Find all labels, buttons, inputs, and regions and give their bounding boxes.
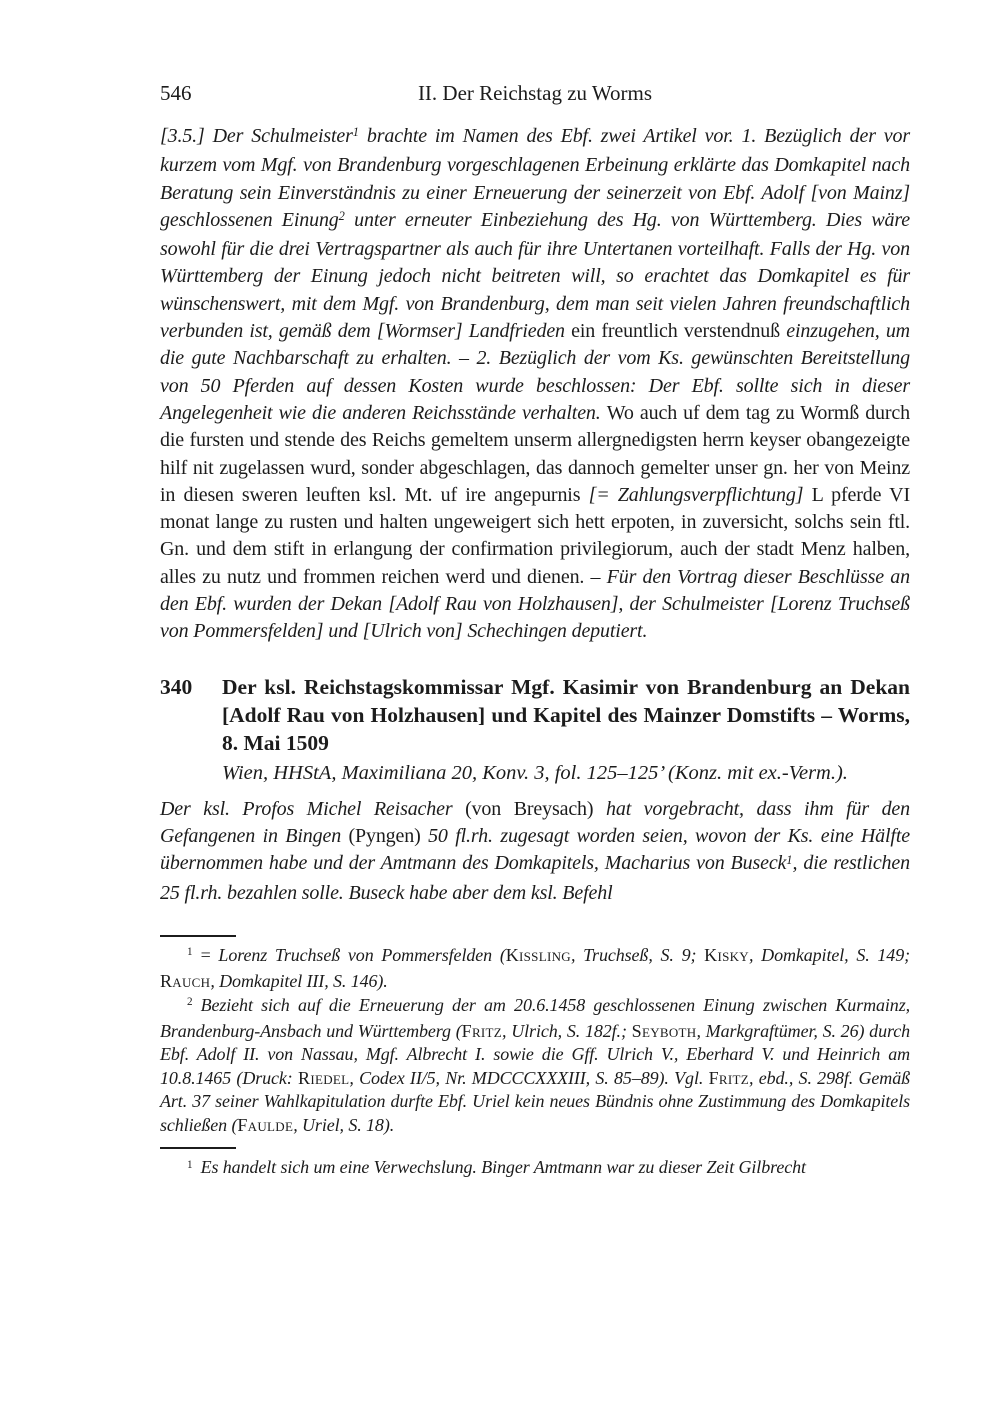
page-number: 546 <box>160 81 192 105</box>
footnote-rule <box>160 935 236 937</box>
page-header <box>160 80 910 107</box>
text-segment: unter erneuter Einbeziehung des Hg. von Württemberg. Dies wäre sowohl für die drei Vertragspartner als auch für ihre Untertanen vorteilhaft. Falls der Hg. von Württemberg der Einung jedoch nicht beitreten will, so erachtet das Domkapitel es für wünschenswert, mit dem Mgf. von Brandenburg, dem man seit vielen Jahren freundschaftlich verbunden ist, gemäß dem [Wormser] Landfrieden <box>160 208 910 343</box>
text-segment: , Domkapitel III, S. 146). <box>210 971 388 992</box>
document-number: 340 <box>160 674 193 699</box>
footnote-block-2 <box>160 1147 910 1182</box>
running-title: II. Der Reichstag zu Worms <box>417 81 653 105</box>
text-segment: brachte im Namen des Ebf. zwei Artikel vor. 1. Bezüglich der vor kurzem vom Mgf. von Brandenburg vorgeschlagenen Erbeinung erklärte das Domkapitel nach Beratung sein Einverständnis zu einer Erneuerung der seinerzeit von Ebf. Adolf [von Mainz] geschlossenen Einung <box>160 125 910 231</box>
text-segment: [3.5.] Der Schulmeister <box>160 125 353 147</box>
footnote-text <box>201 1157 806 1177</box>
text-segment: L pferde VI monat lange zu rusten und halten ungeweigert sich hett erpoten, in zuversicht, solchs sein ftl. Gn. und dem stift in erlangung der confirmation privilegiorum, auch der stadt Menz halben, alles zu nutz und frommen reichen werd und dienen. <box>160 483 910 588</box>
text-segment: Fritz <box>461 1021 503 1042</box>
document-title-line-1: Der ksl. Reichstagskommissar Mgf. Kasimir von Brandenburg an Dekan <box>222 674 910 699</box>
text-segment: 1 <box>786 852 793 867</box>
text-segment: , die restlichen 25 fl.rh. bezahlen solle. Buseck habe aber dem ksl. Befehl <box>160 852 910 904</box>
text-segment: Kissling <box>505 944 571 965</box>
text-segment: Rauch <box>160 971 211 992</box>
text-segment: hat vorgebracht, dass ihm für den Gefangenen in Bingen <box>160 797 910 847</box>
text-segment: Kisky <box>704 944 749 965</box>
footnote-1b <box>160 1156 910 1182</box>
text-segment: Seyboth <box>631 1021 697 1042</box>
text-segment: Bezieht sich auf die Erneuerung der am 20.6.1458 geschlossenen Einung zwischen Kurmainz, Brandenburg-Ansbach und Württemberg ( <box>160 994 910 1042</box>
text-segment: einzugehen, um die gute Nachbarschaft zu erhalten. – 2. Bezüglich der vom Ks. gewünschten Bereitstellung von 50 Pferden auf dessen Kosten wurde beschlossen: Der Ebf. sollte sich in dieser Angelegenheit wie die anderen Reichsstände verhalten. <box>160 320 910 424</box>
footnote-1 <box>160 944 910 994</box>
footnote-2 <box>160 994 910 1137</box>
text-segment: Riedel <box>298 1067 350 1088</box>
text-segment: Es handelt sich um eine Verwechslung. Binger Amtmann war zu dieser Zeit Gilbrecht <box>200 1157 806 1178</box>
text-segment: (Pyngen) <box>348 824 429 847</box>
text-segment: Der ksl. Profos Michel Reisacher <box>160 797 466 820</box>
text-segment: – Für den Vortrag dieser Beschlüsse an den Ebf. wurden der Dekan [Adolf Rau von Holzhausen], der Schulmeister [Lorenz Truchseß von Pommersfelden] und [Ulrich von] Schechingen deputiert. <box>160 565 910 643</box>
text-segment: [= Zahlungsverpflichtung] <box>588 483 812 506</box>
document-title <box>222 673 910 757</box>
footnote-text <box>160 995 910 1135</box>
text-segment: , Domkapitel, S. 149; <box>749 944 910 965</box>
footnote-marker: 1 <box>187 946 193 959</box>
footnote-text <box>160 945 910 991</box>
text-segment: Fritz <box>708 1067 749 1088</box>
footnote-marker: 1 <box>187 1158 193 1171</box>
text-segment: , Truchseß, S. 9; <box>570 944 705 965</box>
text-segment: ein freuntlich verstendnuß <box>571 320 787 343</box>
text-segment: , ebd., S. 298f. Gemäß Art. 37 seiner Wahlkapitulation durfte Ebf. Uriel kein neues Bündnis ohne Zustimmung des Domkapitels schließen ( <box>160 1067 910 1135</box>
footnote-rule <box>160 1147 236 1149</box>
document-title-line-2: [Adolf Rau von Holzhausen] und Kapitel des Mainzer Domstifts – Worms, <box>222 702 910 727</box>
regest-paragraph <box>160 796 910 907</box>
archival-source: Wien, HHStA, Maximiliana 20, Konv. 3, fol. 125–125’ (Konz. mit ex.-Verm.). <box>222 761 848 784</box>
document-heading <box>160 673 910 757</box>
text-segment: 1 <box>352 125 359 140</box>
text-segment: , Markgraftümer, S. 26) durch Ebf. Adolf II. von Nassau, Mgf. Albrecht I. sowie die Gff. Ulrich V., Eberhard V. und Heinrich am 10.8.1465 (Druck: <box>160 1021 911 1088</box>
text-segment: Wo auch uf dem tag zu Wormß durch die fursten und stende des Reichs gemeltem unserm allergnedigsten herrn keyser obangezeigte hilf nit zugelassen wurd, sonder abgeschlagen, das dannoch gemelter unser gn. her von Meinz in diesen sweren leuften ksl. Mt. uf ire angepurnis <box>160 401 910 506</box>
text-segment: Lorenz Truchseß von Pommersfelden ( <box>218 944 506 965</box>
text-segment: = <box>200 944 219 965</box>
text-segment: , Codex II/5, Nr. MDCCCXXXIII, S. 85–89). Vgl. <box>349 1067 709 1088</box>
summary-paragraph <box>160 123 910 646</box>
text-segment: 50 fl.rh. zugesagt worden seien, wovon der Ks. eine Hälfte übernommen habe und der Amtmann des Domkapitels, Macharius von Buseck <box>160 824 910 875</box>
footnote-marker: 2 <box>187 996 193 1009</box>
text-segment: 2 <box>338 209 345 224</box>
document-title-line-3: 8. Mai 1509 <box>222 730 329 755</box>
text-segment: Faulde <box>237 1114 294 1135</box>
footnote-block-1 <box>160 935 910 1137</box>
text-segment: , Ulrich, S. 182f.; <box>502 1021 632 1042</box>
text-segment: , Uriel, S. 18). <box>293 1114 395 1135</box>
text-segment: (von Breysach) <box>465 797 606 820</box>
